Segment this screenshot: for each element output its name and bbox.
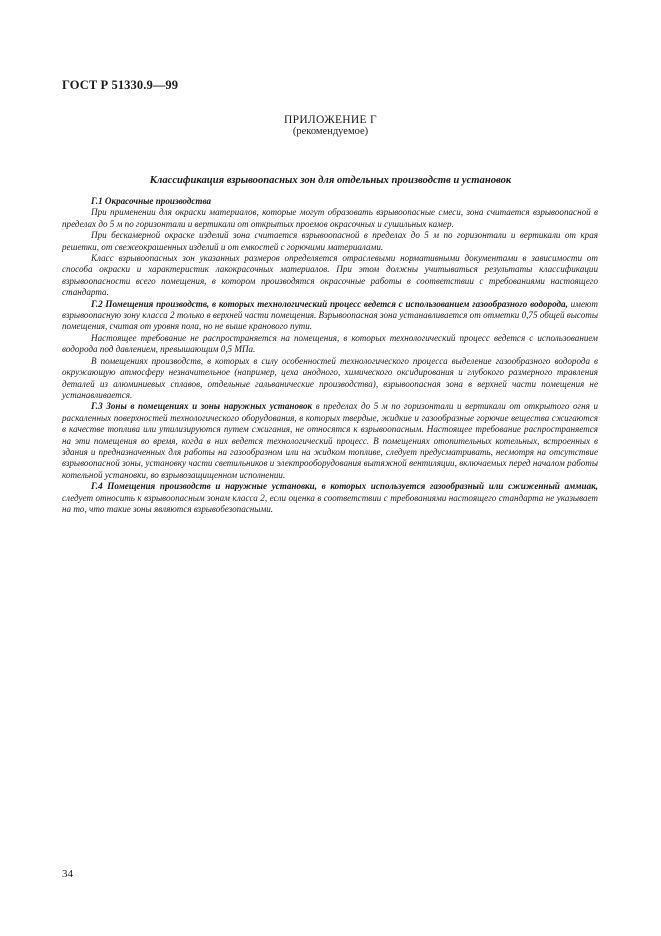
section-4-paragraph bbox=[62, 481, 598, 515]
appendix-title: ПРИЛОЖЕНИЕ Г bbox=[284, 114, 377, 126]
section-3-paragraph bbox=[62, 401, 598, 481]
paragraph: Класс взрывоопасных зон указанных размеров определяется отраслевыми нормативными документами в зависимости от способа окраски и характеристик лакокрасочных материалов. При этом должны учитываться результаты классификации взрывоопасности всего помещения, в котором производятся окрасочные работы в соответствии с требованиями настоящего стандарта. bbox=[62, 253, 598, 298]
paragraph: При применении для окраски материалов, которые могут образовать взрывоопасные смеси, зона считается взрывоопасной в пределах до 5 м по горизонтали и вертикали от открытых проемов окрасочных и сушильных камер. bbox=[62, 207, 598, 229]
section-3-heading: Г.3 Зоны в помещениях и зоны наружных установок bbox=[91, 401, 313, 412]
paragraph: В помещениях производств, в которых в силу особенностей технологического процесса выделение газообразного водорода в окружающую атмосферу незначительное (например, цеха анодного, химического оксидирования и глубокого размерного травления деталей из алюминиевых сплавов, отдельные гальванические производства), взрывоопасная зона в верхней части помещения не устанавливается. bbox=[62, 355, 598, 400]
document-header: ГОСТ Р 51330.9—99 bbox=[62, 78, 179, 92]
section-4-heading: Г.4 Помещения производств и наружные установки, в которых используется газообразный или сжиженный аммиак, bbox=[91, 481, 598, 492]
section-heading bbox=[62, 196, 598, 207]
paragraph: При бескамерной окраске изделий зона считается взрывоопасной в пределах до 5 м по горизонтали и вертикали от края решетки, от свежеокрашенных изделий и от емкостей с горючими материалами. bbox=[62, 230, 598, 252]
appendix-subtitle: (рекомендуемое) bbox=[292, 126, 369, 137]
paragraph: Настоящее требование не распространяется на помещения, в которых технологический процесс ведется с использованием водорода под давлением, превышающим 0,5 МПа. bbox=[62, 332, 598, 355]
section-4-lead: следует относить к взрывоопасным зонам класса 2, если оценка в соответствии с требованиями настоящего стандарта не указывает на то, что такие зоны являются взрывобезопасными. bbox=[62, 492, 598, 514]
section-1-heading: Г.1 Окрасочные производства bbox=[91, 196, 212, 206]
page-number: 34 bbox=[62, 868, 73, 880]
section-2-heading: Г.2 Помещения производств, в которых технологический процесс ведется с использованием газообразного водорода, bbox=[91, 298, 568, 309]
main-title: Классификация взрывоопасных зон для отдельных производств и установок bbox=[149, 175, 512, 186]
document-body bbox=[62, 196, 599, 515]
section-2-lead: имеют взрывоопасную зону класса 2 только в верхней части помещения. Взрывоопасная зона устанавливается от отметки 0,75 общей высоты помещения, считая от уровня пола, но не выше кранового пути. bbox=[62, 298, 599, 332]
section-2-paragraph bbox=[62, 299, 598, 333]
section-3-lead: в пределах до 5 м по горизонтали и вертикали от открытого огня и раскаленных поверхностей технологического оборудования, в которых твердые, жидкие и газообразные горючие вещества сжигаются в качестве топлива или утилизируются путем сжигания, не относятся к взрывоопасным. Настоящее требование распространяется на эти помещения во время, когда в них ведется технологический процесс. В помещениях отопительных котельных, встроенных в здания и предназначенных для работы на газообразном или на жидком топливе, следует предусматривать, несмотря на отсутствие взрывоопасной зоны, установку части светильников и электрооборудования вытяжной вентиляции, включаемых перед началом работы котельной установки, во взрывозащищенном исполнении. bbox=[62, 401, 598, 480]
